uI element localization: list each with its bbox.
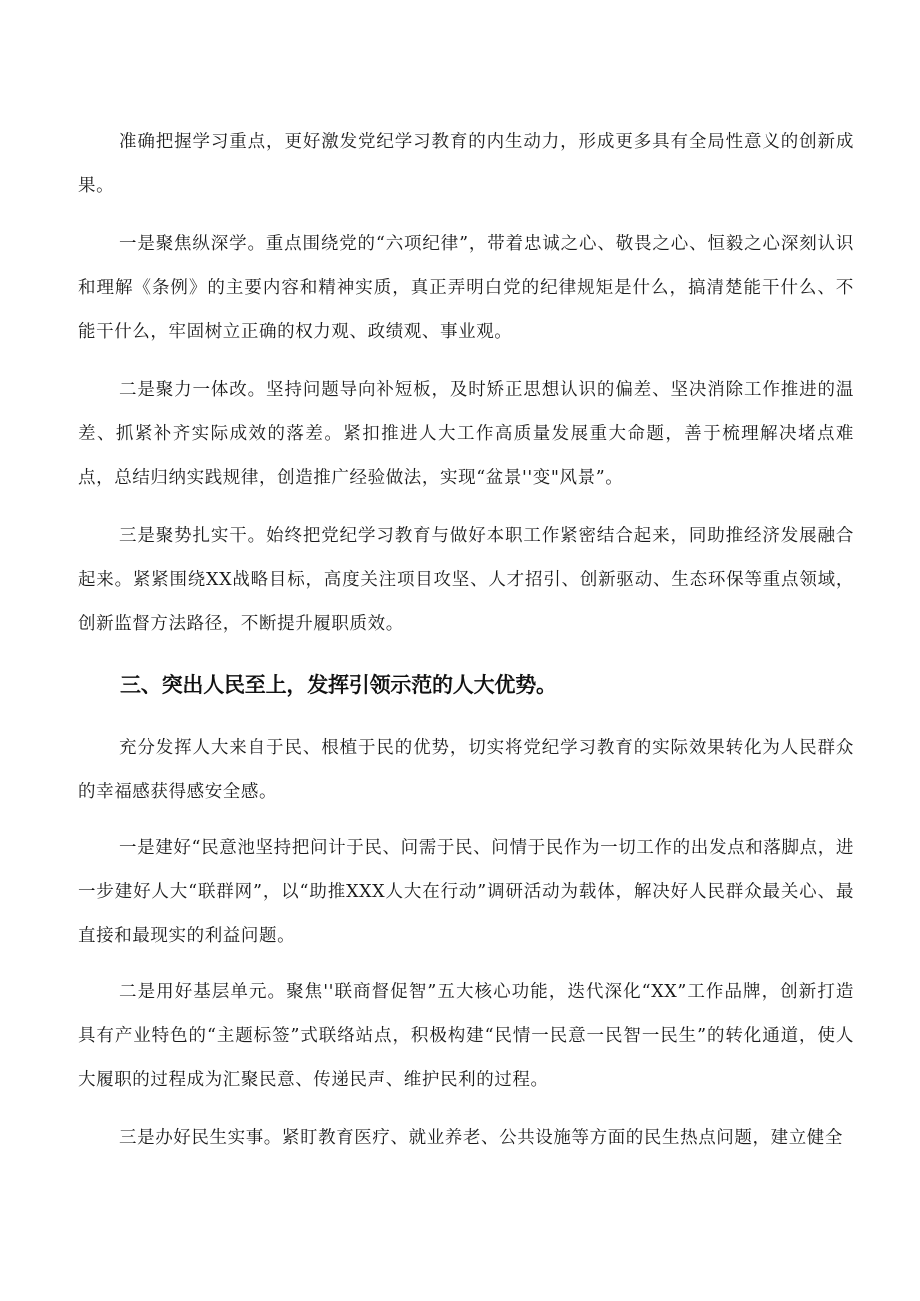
paragraph-practical-work: 三是聚势扎实干。始终把党纪学习教育与做好本职工作紧密结合起来，同助推经济发展融合起来。紧紧围绕XX战略目标，高度关注项目攻坚、人才招引、创新驱动、生态环保等重点领域，创新监督方法路径，不断提升履职质效。 (78, 526, 854, 634)
paragraph-livelihood-projects: 三是办好民生实事。紧盯教育医疗、就业养老、公共设施等方面的民生热点问题，建立健全 (119, 1128, 843, 1148)
paragraph-focus-study: 一是聚焦纵深学。重点围绕党的“六项纪律”，带着忠诚之心、敬畏之心、恒毅之心深刻认识和理解《条例》的主要内容和精神实质，真正弄明白党的纪律规矩是什么，搞清楚能干什么、不能干什么，牢固树立正确的权力观、政绩观、事业观。 (78, 234, 854, 342)
paragraph-people-advantage: 充分发挥人大来自于民、根植于民的优势，切实将党纪学习教育的实际效果转化为人民群众的幸福感获得感安全感。 (78, 738, 854, 802)
paragraph-public-opinion: 一是建好“民意池坚持把问计于民、问需于民、问情于民作为一切工作的出发点和落脚点，进一步建好人大“联群网”，以“助推XXX人大在行动”调研活动为载体，解决好人民群众最关心、最直接和最现实的利益问题。 (78, 838, 854, 946)
paragraph-integrated-reform: 二是聚力一体改。坚持问题导向补短板，及时矫正思想认识的偏差、坚决消除工作推进的温差、抓紧补齐实际成效的落差。紧扣推进人大工作高质量发展重大命题，善于梳理解决堵点难点，总结归纳实践规律，创造推广经验做法，实现“盆景''变"风景”。 (78, 380, 854, 488)
paragraph-intro-continuation: 准确把握学习重点，更好激发党纪学习教育的内生动力，形成更多具有全局性意义的创新成果。 (78, 132, 854, 196)
section-heading: 三、突出人民至上，发挥引领示范的人大优势。 (120, 673, 557, 697)
paragraph-grassroots-units: 二是用好基层单元。聚焦''联商督促智”五大核心功能，迭代深化“XX”工作品牌，创新打造具有产业特色的“主题标签”式联络站点，积极构建“民情一民意一民智一民生”的转化通道，使人大履职的过程成为汇聚民意、传递民声、维护民利的过程。 (78, 982, 854, 1090)
